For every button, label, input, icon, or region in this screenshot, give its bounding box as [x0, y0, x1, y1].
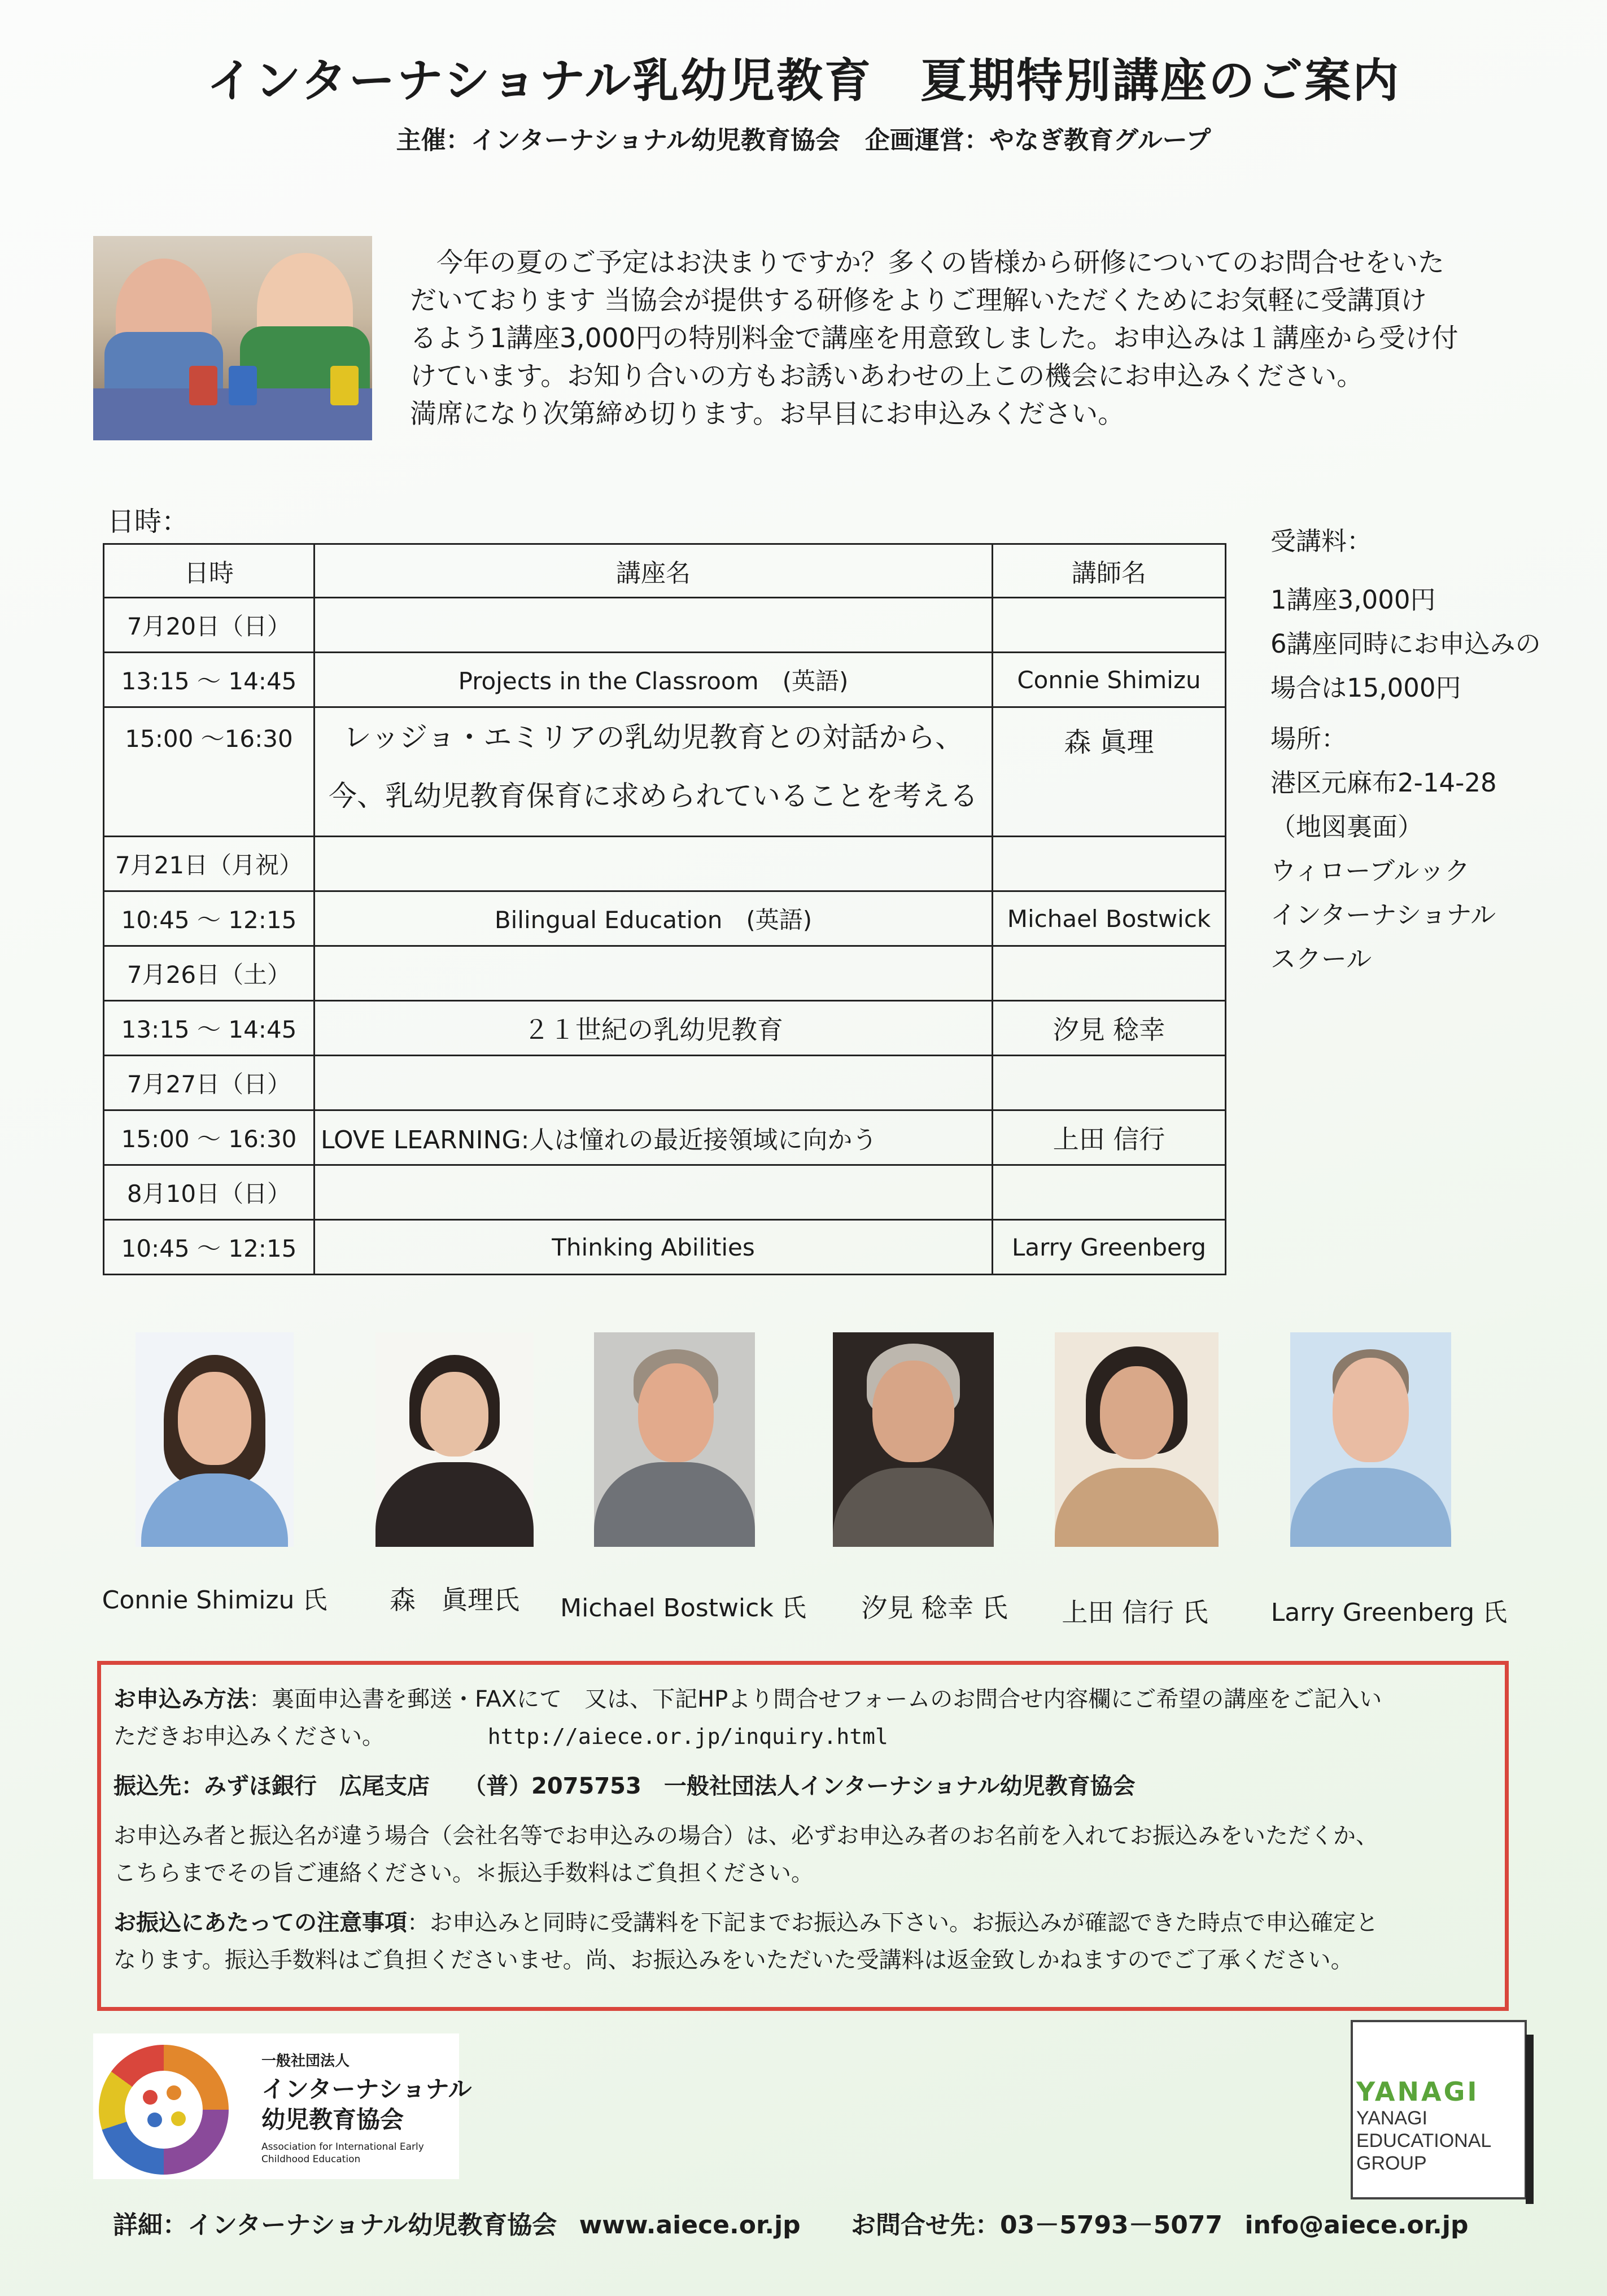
row-time: 7月26日（土）	[104, 946, 315, 1001]
venue-address: 港区元麻布2-14-28	[1270, 768, 1497, 798]
row-time: 10:45 ～ 12:15	[104, 1220, 315, 1275]
row-time: 15:00 ～16:30	[104, 707, 315, 837]
venue-name: スクール	[1270, 944, 1372, 974]
row-time: 8月10日（日）	[104, 1165, 315, 1220]
table-row	[104, 891, 1226, 946]
venue-label: 場所：	[1270, 724, 1347, 754]
payment-caution-label: お振込にあたっての注意事項	[113, 1910, 407, 1936]
portrait-shiomi-toshiyuki	[833, 1332, 994, 1547]
table-row	[104, 1110, 1226, 1165]
yanagi-logo-text	[1356, 2107, 1491, 2175]
instructor-name: Larry Greenberg 氏	[1270, 1598, 1508, 1627]
instructor-name: Michael Bostwick 氏	[560, 1594, 806, 1622]
row-instructor: Michael Bostwick	[993, 891, 1226, 946]
row-course	[315, 707, 993, 837]
footer-contact: お問合せ先：03－5793－5077	[850, 2211, 1223, 2240]
row-instructor: 汐見 稔幸	[993, 1001, 1226, 1056]
row-course	[315, 598, 993, 653]
header-instructor: 講師名	[993, 544, 1226, 598]
row-time: 7月21日（月祝）	[104, 837, 315, 891]
aiece-ring-icon	[99, 2045, 229, 2175]
payment-caution	[113, 1904, 1492, 1979]
row-time: 7月20日（日）	[104, 598, 315, 653]
paint-cup	[330, 366, 359, 405]
table-header-row	[104, 544, 1226, 598]
row-time: 10:45 ～ 12:15	[104, 891, 315, 946]
payment-caution-text: ：お申込みと同時に受講料を下記までお振込み下さい。お振込みが確認できた時点で申込確定と	[407, 1910, 1378, 1936]
name-note-line: こちらまでその旨ご連絡ください。＊振込手数料はご負担ください。	[113, 1860, 814, 1886]
table-row	[104, 598, 1226, 653]
page-title: インターナショナル乳幼児教育 夏期特別講座のご案内	[206, 54, 1401, 108]
intro-line: 満席になり次第締め切ります。お早目にお申込みください。	[410, 399, 1125, 430]
row-course	[315, 837, 993, 891]
venue-map-note: （地図裏面）	[1270, 812, 1423, 842]
footer-email-link[interactable]: info@aiece.or.jp	[1244, 2211, 1469, 2240]
yanagi-logo	[1351, 2020, 1527, 2199]
bank-info	[113, 1768, 1492, 1805]
row-instructor	[993, 837, 1226, 891]
table-row	[104, 707, 1226, 837]
payment-caution-text2: なります。振込手数料はご負担くださいませ。尚、お振込みをいただいた受講料は返金致しかねますのでご了承ください。	[113, 1947, 1353, 1973]
venue-name: インターナショナル	[1270, 900, 1496, 930]
row-instructor: 上田 信行	[993, 1110, 1226, 1165]
yanagi-logo-shadow	[1526, 2035, 1534, 2204]
aiece-logo-english: Association for International Early Childhood Education	[261, 2141, 424, 2165]
children-painting-photo	[93, 236, 372, 440]
fee-bundle-price: 場合は15,000円	[1270, 673, 1461, 703]
apply-method-label: お申込み方法	[113, 1686, 249, 1712]
page-subtitle: 主催：インターナショナル幼児教育協会 企画運営：やなぎ教育グループ	[396, 126, 1211, 155]
footer-details: 詳細：インターナショナル幼児教育協会	[113, 2211, 557, 2240]
paint-cup	[229, 366, 257, 405]
application-info-box	[97, 1661, 1509, 2011]
fee-single: 1講座3,000円	[1270, 585, 1436, 615]
row-instructor	[993, 946, 1226, 1001]
row-instructor	[993, 598, 1226, 653]
row-course: Projects in the Classroom (英語)	[315, 653, 993, 707]
row-course	[315, 1165, 993, 1220]
row-time: 13:15 ～ 14:45	[104, 1001, 315, 1056]
paint-cup	[189, 366, 217, 405]
table-row	[104, 1165, 1226, 1220]
bank-account: 振込先：みずほ銀行 広尾支店 （普）2075753 一般社団法人インターナショナル幼児教育協会	[113, 1773, 1136, 1799]
row-instructor	[993, 1056, 1226, 1110]
header-date: 日時	[104, 544, 315, 598]
schedule-table	[103, 543, 1226, 1275]
table-row	[104, 946, 1226, 1001]
apply-method	[113, 1681, 1492, 1755]
intro-text	[410, 244, 1534, 433]
aiece-logo-small: 一般社団法人	[261, 2053, 350, 2070]
row-instructor: Connie Shimizu	[993, 653, 1226, 707]
header-course: 講座名	[315, 544, 993, 598]
footer	[113, 2205, 1482, 2241]
row-time: 13:15 ～ 14:45	[104, 653, 315, 707]
row-course-line: 今、乳幼児教育保育に求められていることを考える	[329, 780, 978, 812]
row-time: 15:00 ～ 16:30	[104, 1110, 315, 1165]
instructor-name: 汐見 稔幸 氏	[861, 1593, 1008, 1623]
intro-line: るよう1講座3,000円の特別料金で講座を用意致しました。お申込みは１講座から受け付	[410, 323, 1458, 354]
row-course-line: レッジョ・エミリアの乳幼児教育との対話から、	[343, 721, 964, 754]
footer-website-link[interactable]: www.aiece.or.jp	[579, 2211, 801, 2240]
schedule-heading: 日時：	[107, 506, 189, 537]
apply-method-text2: ただきお申込みください。	[113, 1724, 385, 1750]
row-course	[315, 946, 993, 1001]
row-instructor: 森 眞理	[993, 707, 1226, 837]
row-instructor	[993, 1165, 1226, 1220]
name-note	[113, 1817, 1492, 1892]
apply-method-text: ：裏面申込書を郵送・FAXにて 又は、下記HPより問合せフォームのお問合せ内容欄にご希望の講座をご記入い	[249, 1686, 1382, 1712]
row-course	[315, 1056, 993, 1110]
table-row	[104, 837, 1226, 891]
table-row	[104, 1220, 1226, 1275]
portrait-ueda-nobuyuki	[1055, 1332, 1219, 1547]
row-course: Thinking Abilities	[315, 1220, 993, 1275]
yanagi-logo-line: YANAGI	[1356, 2107, 1427, 2129]
intro-line: 今年の夏のご予定はお決まりですか？多くの皆様から研修についてのお問合せをいた	[436, 247, 1445, 278]
table-row	[104, 1001, 1226, 1056]
yanagi-logo-mark: YANAGI	[1356, 2076, 1479, 2107]
row-course: ２１世紀の乳幼児教育	[315, 1001, 993, 1056]
yanagi-logo-line: EDUCATIONAL	[1356, 2130, 1492, 2151]
portrait-mori-mari	[375, 1332, 534, 1547]
portrait-larry-greenberg	[1290, 1332, 1451, 1547]
fee-label: 受講料：	[1270, 526, 1373, 556]
yanagi-logo-line: GROUP	[1356, 2153, 1427, 2174]
name-note-line: お申込み者と振込名が違う場合（会社名等でお申込みの場合）は、必ずお申込み者のお名前を入れてお振込みをいただくか、	[113, 1823, 1378, 1849]
intro-line: けています。お知り合いの方もお誘いあわせの上この機会にお申込みください。	[410, 361, 1364, 392]
portrait-connie-shimizu	[136, 1332, 294, 1547]
instructor-name: Connie Shimizu 氏	[102, 1586, 327, 1615]
aiece-logo-name: インターナショナル	[261, 2075, 472, 2103]
fee-and-venue	[1270, 519, 1587, 981]
row-instructor: Larry Greenberg	[993, 1220, 1226, 1275]
portrait-michael-bostwick	[594, 1332, 755, 1547]
fee-bundle-line: 6講座同時にお申込みの	[1270, 629, 1541, 659]
instructor-name: 森 眞理氏	[390, 1585, 519, 1615]
aiece-logo	[93, 2033, 472, 2179]
inquiry-url-link[interactable]: http://aiece.or.jp/inquiry.html	[487, 1724, 888, 1749]
row-time: 7月27日（日）	[104, 1056, 315, 1110]
row-course: LOVE LEARNING:人は憧れの最近接領域に向かう	[315, 1110, 993, 1165]
venue-name: ウィローブルック	[1270, 856, 1470, 886]
intro-line: だいております 当協会が提供する研修をよりご理解いただくためにお気軽に受講頂け	[410, 285, 1427, 316]
table-row	[104, 1056, 1226, 1110]
aiece-logo-name: 幼児教育協会	[261, 2106, 404, 2133]
row-course: Bilingual Education (英語)	[315, 891, 993, 946]
table-row	[104, 653, 1226, 707]
instructor-name: 上田 信行 氏	[1062, 1597, 1208, 1628]
